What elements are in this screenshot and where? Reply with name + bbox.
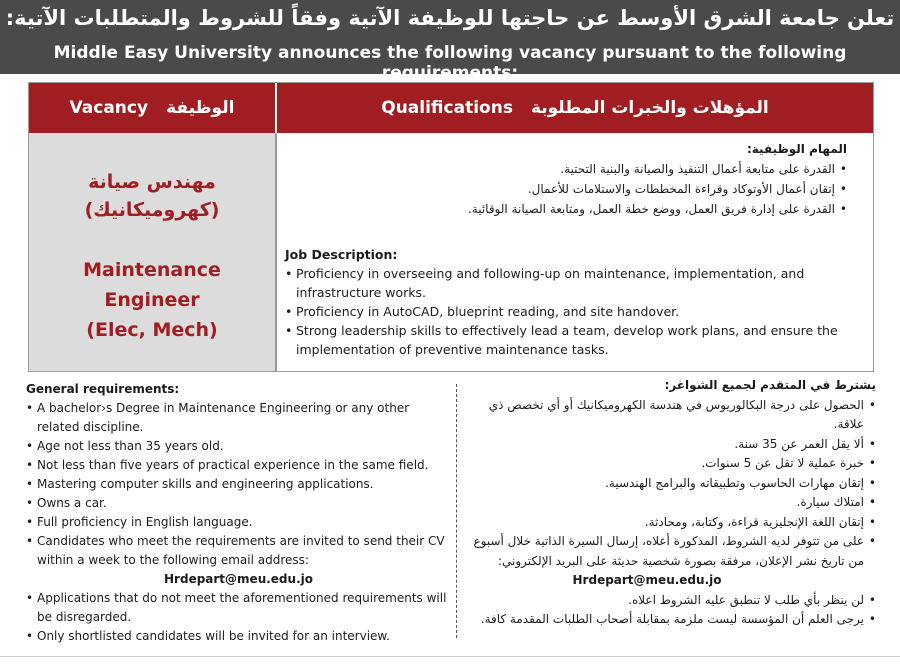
general-ar-item: • على من تتوفر لديه الشروط، المذكورة أعلاه، إرسال السيرة الذاتية خلال أسبوع من تاريخ نشر الإعلان، مرفقة بصورة شخصية حديثة على البريد الإلكتروني:	[458, 532, 876, 571]
general-ar-item: • لن ينظر بأي طلب لا تنطبق عليه الشروط اعلاه.	[458, 591, 876, 611]
section-divider	[456, 384, 457, 638]
general-requirements-english	[26, 380, 451, 646]
general-ar-item: • يرجى العلم أن المؤسسة ليست ملزمة بمقابلة أصحاب الطلبات المقدمة كافة.	[458, 610, 876, 630]
general-requirements-ar-title: يشترط في المتقدم لجميع الشواغر:	[664, 378, 876, 392]
general-ar-item: • إتقان اللغة الإنجليزية قراءة، وكتابة، ومحادثة.	[458, 513, 876, 533]
job-ar-item: • القدرة على متابعة أعمال التنفيذ والصيانة والبنية التحتية.	[307, 159, 847, 179]
vacancy-title-en	[29, 255, 275, 345]
job-en-item: • Proficiency in AutoCAD, blueprint reading, and site handover.	[285, 302, 855, 321]
job-ar-item: • إتقان أعمال الأوتوكاد وقراءة المخططات والاستلامات للأعمال.	[307, 179, 847, 199]
contact-email-ar[interactable]: Hrdepart@meu.edu.jo	[572, 573, 722, 587]
general-ar-item: • إتقان مهارات الحاسوب وتطبيقاته والبرامج الهندسية.	[458, 474, 876, 494]
general-ar-item: • الحصول على درجة البكالوريوس في هندسة الكهروميكانيك أو أي تخصص ذي علاقة.	[458, 396, 876, 435]
general-ar-item: • امتلاك سيارة.	[458, 493, 876, 513]
qualifications-cell	[277, 133, 873, 371]
job-description-en-title: Job Description:	[285, 247, 398, 262]
qualifications-header	[277, 83, 873, 133]
vacancy-header-ar: الوظيفة	[166, 98, 235, 118]
qualifications-header-en: Qualifications	[381, 98, 513, 118]
vacancy-header	[29, 83, 275, 133]
general-en-item: • Only shortlisted candidates will be invited for an interview.	[26, 627, 451, 646]
job-description-english	[285, 245, 855, 359]
general-en-item: • Not less than five years of practical experience in the same field.	[26, 456, 451, 475]
header-title-arabic: تعلن جامعة الشرق الأوسط عن حاجتها للوظيفة الآتية وفقاً للشروط والمتطلبات الآتية:	[5, 6, 895, 30]
general-en-item: • Mastering computer skills and engineering applications.	[26, 475, 451, 494]
header-title-english: Middle Easy University announces the following vacancy pursuant to the following requirements:	[53, 43, 847, 83]
announcement-header	[0, 0, 900, 83]
job-description-arabic	[307, 139, 847, 219]
contact-email-en[interactable]: Hrdepart@meu.edu.jo	[164, 572, 313, 586]
general-en-item: • Owns a car.	[26, 494, 451, 513]
bottom-rule	[0, 656, 900, 657]
vacancy-header-en: Vacancy	[69, 98, 149, 118]
job-description-ar-title: المهام الوظيفية:	[746, 142, 847, 156]
vacancy-title-ar-line2: (كهروميكانيك)	[84, 199, 220, 221]
vacancy-title-en-text: Maintenance Engineer (Elec, Mech)	[83, 259, 221, 341]
general-ar-item: • خبرة عملية لا تقل عن 5 سنوات.	[458, 454, 876, 474]
qualifications-header-ar: المؤهلات والخبرات المطلوبة	[530, 98, 769, 118]
job-en-item: • Proficiency in overseeing and following-up on maintenance, implementation, and infrastructure works.	[285, 264, 855, 302]
general-ar-item: • ألا يقل العمر عن 35 سنة.	[458, 435, 876, 455]
job-en-item: • Strong leadership skills to effectively lead a team, develop work plans, and ensure the implementation of preventive maintenance tasks.	[285, 321, 855, 359]
vacancy-table	[28, 82, 874, 372]
job-ar-item: • القدرة على إدارة فريق العمل، ووضع خطة العمل، ومتابعة الصيانة الوقائية.	[307, 199, 847, 219]
general-requirements-arabic	[458, 376, 876, 630]
general-en-item: • A bachelor›s Degree in Maintenance Engineering or any other related discipline.	[26, 399, 451, 437]
vacancy-title-cell	[29, 133, 275, 371]
general-en-item: • Full proficiency in English language.	[26, 513, 451, 532]
general-en-item: • Age not less than 35 years old.	[26, 437, 451, 456]
general-en-item: • Candidates who meet the requirements are invited to send their CV within a week to the following email address:	[26, 532, 451, 570]
vacancy-title-ar-line1: مهندس صيانة	[88, 171, 216, 193]
general-en-item: • Applications that do not meet the aforementioned requirements will be disregarded.	[26, 589, 451, 627]
general-requirements-en-title: General requirements:	[26, 382, 180, 396]
